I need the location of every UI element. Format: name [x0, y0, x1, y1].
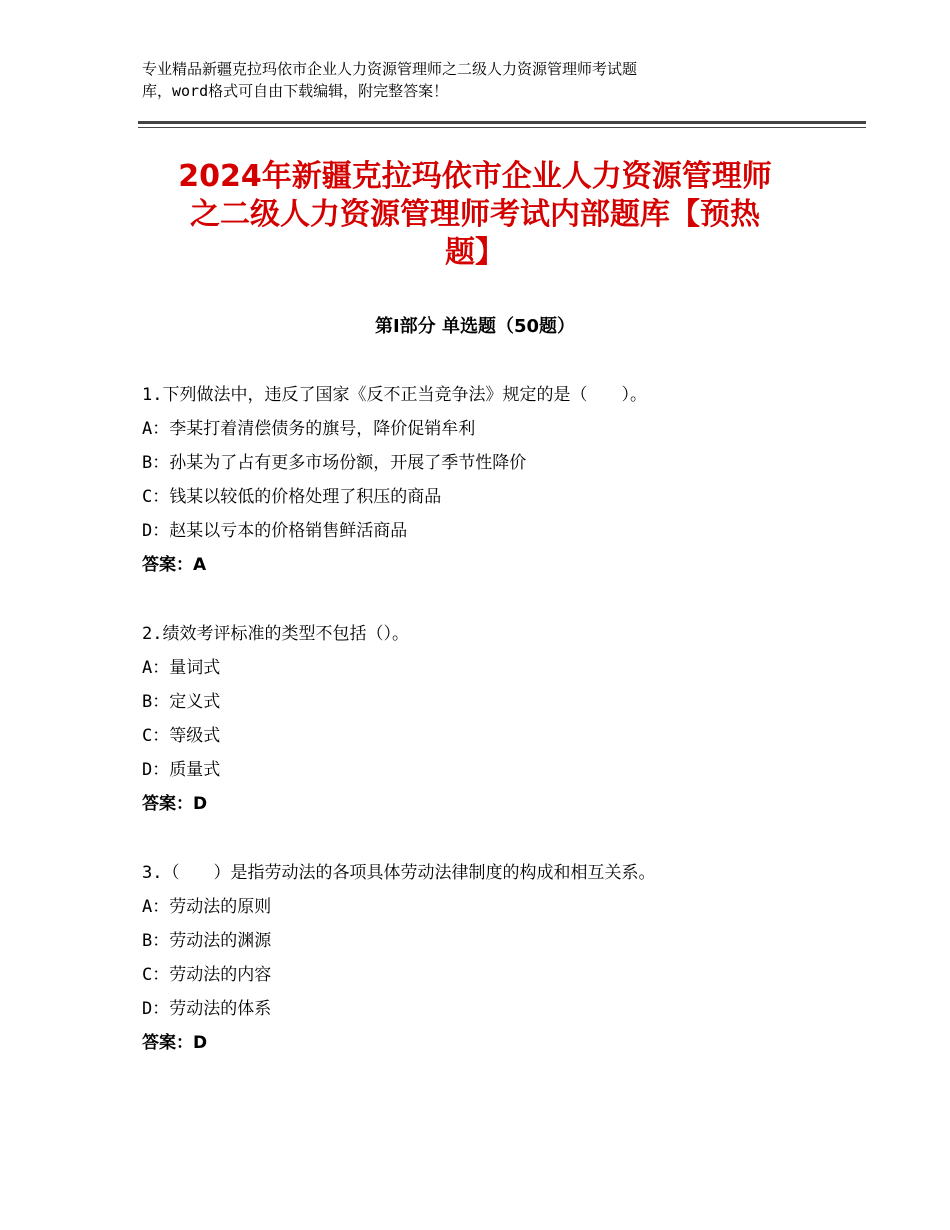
header-note-line-2: 库，word格式可自由下载编辑，附完整答案！ — [142, 82, 449, 100]
option-a: A：李某打着清偿债务的旗号，降价促销牟利 — [142, 419, 476, 439]
title-line-1: 2024年新疆克拉玛依市企业人力资源管理师 — [178, 159, 772, 194]
option-c: C：钱某以较低的价格处理了积压的商品 — [142, 487, 442, 507]
document-header-note — [142, 58, 822, 102]
option-c: C：劳动法的内容 — [142, 965, 272, 985]
title-line-2: 之二级人力资源管理师考试内部题库【预热 — [190, 197, 760, 232]
document-title — [120, 158, 830, 272]
option-d: D：赵某以亏本的价格销售鲜活商品 — [142, 521, 408, 541]
option-c: C：等级式 — [142, 726, 221, 746]
header-note-line-1: 专业精品新疆克拉玛依市企业人力资源管理师之二级人力资源管理师考试题 — [142, 60, 638, 78]
option-b: B：孙某为了占有更多市场份额，开展了季节性降价 — [142, 453, 527, 473]
header-divider-thin — [138, 127, 866, 128]
option-a: A：量词式 — [142, 658, 221, 678]
option-b: B：定义式 — [142, 692, 221, 712]
answer-label: 答案：A — [142, 555, 207, 575]
question-stem: 2.绩效考评标准的类型不包括（）。 — [142, 624, 409, 644]
section-heading: 第Ⅰ部分 单选题（50题） — [374, 316, 575, 337]
option-d: D：质量式 — [142, 760, 221, 780]
option-d: D：劳动法的体系 — [142, 999, 272, 1019]
question-2 — [142, 617, 842, 821]
question-1 — [142, 378, 842, 582]
option-b: B：劳动法的渊源 — [142, 931, 272, 951]
question-stem: 3.（ ）是指劳动法的各项具体劳动法律制度的构成和相互关系。 — [142, 863, 656, 883]
header-divider-thick — [138, 121, 866, 124]
answer-label: 答案：D — [142, 794, 208, 814]
question-stem: 1.下列做法中，违反了国家《反不正当竞争法》规定的是（ ）。 — [142, 385, 647, 405]
answer-label: 答案：D — [142, 1033, 208, 1053]
title-line-3: 题】 — [445, 235, 505, 270]
option-a: A：劳动法的原则 — [142, 897, 272, 917]
question-3 — [142, 856, 842, 1060]
